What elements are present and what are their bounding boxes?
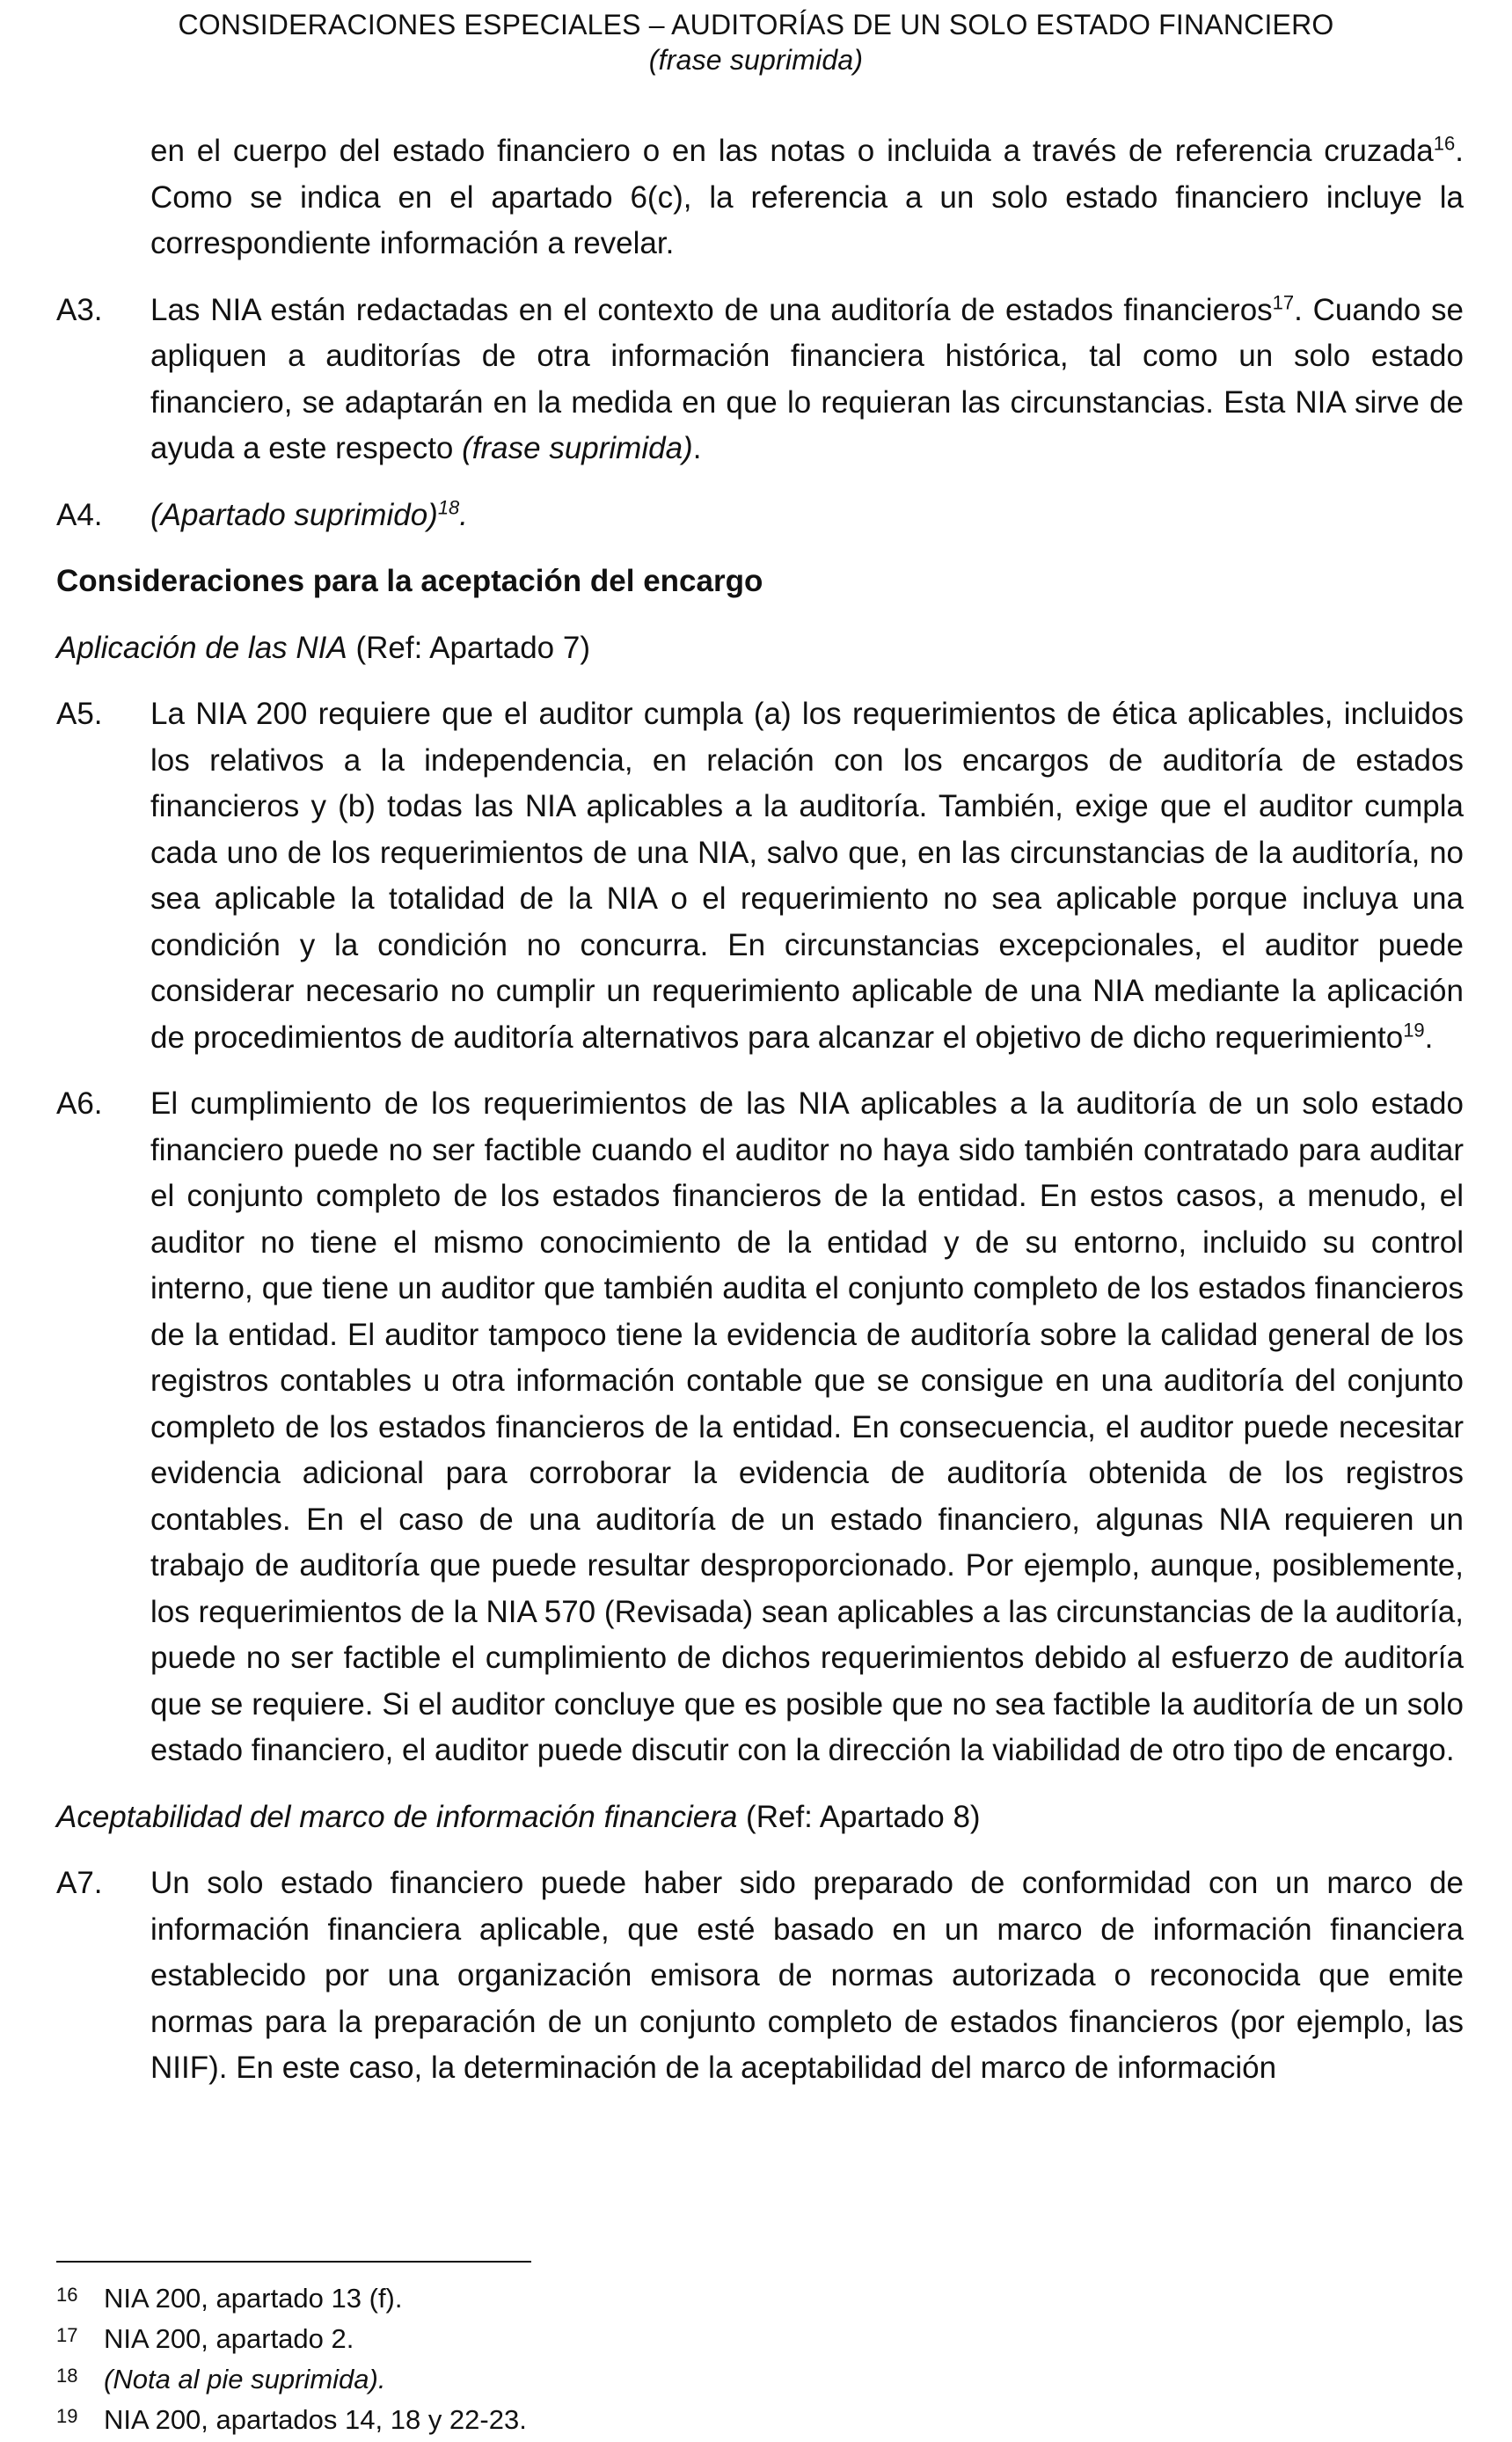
- footnote-text: (Nota al pie suprimida).: [104, 2364, 386, 2394]
- paragraph-text-italic: (frase suprimida): [462, 431, 693, 465]
- subheading-title: Aplicación de las NIA: [56, 630, 347, 665]
- paragraph-text: .: [459, 497, 469, 532]
- paragraph-a5: [56, 691, 1464, 1061]
- paragraph-text: La NIA 200 requiere que el auditor cumpla (a) los requerimientos de ética aplicables, incluidos los relativos a la independencia, en relación con los encargos de auditoría de estados financieros y (b) todas las NIA aplicables a la auditoría. También, exige que el auditor cumpla cada uno de los requerimientos de una NIA, salvo que, en las circunstancias de la auditoría, no sea aplicable la totalidad de la NIA o el requerimiento no sea aplicable porque incluya una condición y la condición no concurra. En circunstancias excepcionales, el auditor puede considerar necesario no cumplir un requerimiento aplicable de una NIA mediante la aplicación de procedimientos de auditoría alternativos para alcanzar el objetivo de dicho requerimiento: [150, 697, 1464, 1055]
- paragraph-text: . Cuando se apliquen a auditorías de otra información financiera histórica, tal como un solo estado financiero, se adaptarán en la medida en que lo requieran las circunstancias. Esta NIA sirve de ayuda a este respecto: [150, 292, 1464, 465]
- subheading-nia: [56, 625, 1464, 672]
- footnote-ref-16[interactable]: 16: [1433, 132, 1456, 155]
- footnote-text: NIA 200, apartado 2.: [104, 2323, 354, 2354]
- paragraph-text: El cumplimiento de los requerimientos de las NIA aplicables a la auditoría de un solo estado financiero puede no ser factible cuando el auditor no haya sido también contratado para auditar el conjunto completo de los estados financieros de la entidad. En estos casos, a menudo, el auditor no tiene el mismo conocimiento de la entidad y de su entorno, incluido su control interno, que tiene un auditor que también audita el conjunto completo de los estados financieros de la entidad. El auditor tampoco tiene la evidencia de auditoría sobre la calidad general de los registros contables u otra información contable que se consigue en una auditoría del conjunto completo de los estados financieros de la entidad. En consecuencia, el auditor puede necesitar evidencia adicional para corroborar la evidencia de auditoría obtenida de los registros contables. En el caso de una auditoría de un estado financiero, algunas NIA requieren un trabajo de auditoría que puede resultar desproporcionado. Por ejemplo, aunque, posiblemente, los requerimientos de la NIA 570 (Revisada) sean aplicables a las circunstancias de la auditoría, puede no ser factible el cumplimiento de dichos requerimientos debido al esfuerzo de auditoría que se requiere. Si el auditor concluye que es posible que no sea factible la auditoría de un solo estado financiero, el auditor puede discutir con la dirección la viabilidad de otro tipo de encargo.: [150, 1086, 1464, 1767]
- header-subtitle: (frase suprimida): [648, 44, 864, 76]
- paragraph-text: Un solo estado financiero puede haber sido preparado de conformidad con un marco de información financiera aplicable, que esté basado en un marco de información financiera establecido por una organización emisora de normas autorizada o reconocida que emite normas para la preparación de un conjunto completo de estados financieros (por ejemplo, las NIIF). En este caso, la determinación de la aceptabilidad del marco de información: [150, 1866, 1464, 2085]
- footnote-number: 18: [56, 2365, 78, 2387]
- footnote-19: [56, 2400, 1464, 2440]
- paragraph-a3: [56, 288, 1464, 472]
- paragraph-number: A5.: [56, 697, 103, 731]
- footnotes: [56, 2278, 1464, 2440]
- paragraph-text: Las NIA están redactadas en el contexto de una auditoría de estados financieros: [150, 292, 1273, 327]
- paragraph-number: A7.: [56, 1866, 103, 1900]
- paragraph-number: A3.: [56, 292, 103, 327]
- paragraph-a6: [56, 1081, 1464, 1774]
- footnote-number: 17: [56, 2324, 78, 2346]
- document-body: [56, 128, 1464, 2092]
- subheading-ref: (Ref: Apartado 7): [347, 630, 590, 665]
- paragraph-text: .: [692, 431, 702, 465]
- footnote-18: [56, 2359, 1464, 2400]
- paragraph-text: .: [1424, 1020, 1434, 1055]
- footnote-text: NIA 200, apartado 13 (f).: [104, 2283, 403, 2314]
- subheading-framework: [56, 1795, 1464, 1841]
- section-heading: Consideraciones para la aceptación del encargo: [56, 564, 763, 598]
- subheading-title: Aceptabilidad del marco de información financiera: [56, 1799, 738, 1834]
- footnote-16: [56, 2278, 1464, 2319]
- paragraph-a7: [56, 1861, 1464, 2092]
- subheading-ref: (Ref: Apartado 8): [737, 1799, 981, 1834]
- footnote-text: NIA 200, apartados 14, 18 y 22-23.: [104, 2404, 527, 2435]
- paragraph-number: A4.: [56, 497, 103, 532]
- footnote-ref-17[interactable]: 17: [1272, 290, 1295, 313]
- paragraph-text-italic: (Apartado suprimido): [150, 497, 438, 532]
- footnote-separator: [56, 2261, 531, 2263]
- paragraph-number: A6.: [56, 1086, 103, 1121]
- continuation-text: en el cuerpo del estado financiero o en las notas o incluida a través de referencia cruzada: [150, 134, 1434, 168]
- footnote-17: [56, 2319, 1464, 2359]
- continuation-text-end: . Como se indica en el apartado 6(c), la referencia a un solo estado financiero incluye la correspondiente información a revelar.: [150, 134, 1464, 260]
- footnote-ref-19[interactable]: 19: [1403, 1018, 1425, 1041]
- footnote-number: 19: [56, 2405, 78, 2427]
- header-title: CONSIDERACIONES ESPECIALES – AUDITORÍAS DE UN SOLO ESTADO FINANCIERO: [178, 9, 1334, 40]
- continuation-paragraph: [56, 128, 1464, 267]
- footnote-ref-18[interactable]: 18: [437, 495, 460, 518]
- paragraph-a4: [56, 493, 1464, 539]
- page-header: [0, 7, 1512, 77]
- footnote-number: 16: [56, 2284, 78, 2306]
